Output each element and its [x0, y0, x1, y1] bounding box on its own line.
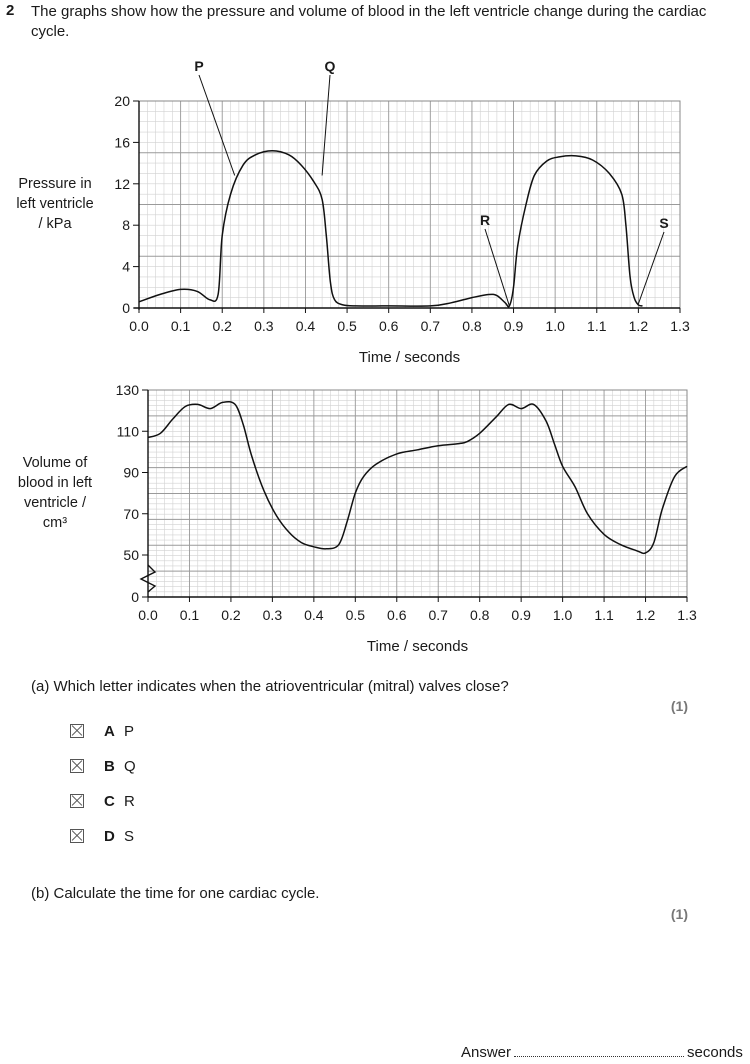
answer-line [461, 1044, 743, 1061]
option-c-checkbox[interactable] [70, 794, 84, 808]
answer-input[interactable] [514, 1044, 684, 1057]
volume-x-tick-label: 0.6 [387, 607, 407, 623]
option-a-checkbox[interactable] [70, 724, 84, 738]
volume-x-tick-label: 0.2 [221, 607, 241, 623]
part-a-text: Which letter indicates when the atrioventricular (mitral) valves close? [53, 678, 509, 695]
pressure-y-tick-label: 16 [114, 134, 130, 151]
volume-x-tick-label: 0.1 [179, 607, 200, 623]
answer-unit: seconds [687, 1044, 743, 1061]
annotation-pointer-s [638, 232, 664, 304]
question-stem: The graphs show how the pressure and volume of blood in the left ventricle change during the cardiac cycle. [31, 3, 707, 40]
option-b[interactable] [70, 756, 136, 776]
pressure-x-tick-label: 0.9 [503, 318, 524, 334]
pressure-y-tick-label: 4 [122, 258, 130, 275]
volume-y-tick-label: 0 [131, 589, 139, 605]
option-d[interactable] [70, 826, 134, 846]
option-d-letter: D [104, 827, 115, 845]
volume-y-tick-label: 90 [123, 464, 139, 481]
volume-x-tick-label: 0.3 [262, 607, 283, 623]
pressure-series-line [139, 151, 643, 307]
pressure-chart [0, 50, 750, 370]
pressure-ylabel-line-2: left ventricle [16, 196, 94, 212]
volume-x-tick-label: 0.8 [469, 607, 490, 623]
answer-label: Answer [461, 1044, 512, 1061]
option-c-letter: C [104, 792, 115, 810]
option-a[interactable] [70, 721, 134, 741]
pressure-y-tick-label: 8 [122, 217, 130, 234]
option-c-text: R [124, 792, 135, 810]
option-d-checkbox[interactable] [70, 829, 84, 843]
option-b-checkbox[interactable] [70, 759, 84, 773]
volume-ylabel-line-2: blood in left [17, 475, 93, 491]
annotation-label-s: S [659, 215, 669, 231]
part-a-marks: (1) [670, 698, 688, 714]
volume-x-axis-label: Time / seconds [366, 638, 469, 655]
volume-x-tick-label: 1.0 [552, 607, 573, 623]
pressure-y-tick-label: 0 [122, 300, 130, 316]
option-b-text: Q [124, 757, 136, 775]
volume-ylabel-line-3: ventricle / [23, 495, 87, 511]
pressure-x-tick-label: 0.5 [337, 318, 357, 334]
part-b-label: (b) [31, 885, 50, 902]
pressure-x-tick-label: 0.0 [129, 318, 149, 334]
option-c[interactable] [70, 791, 135, 811]
pressure-x-tick-label: 1.1 [587, 318, 607, 334]
pressure-x-tick-label: 0.6 [378, 318, 399, 334]
annotation-label-p: P [194, 58, 204, 74]
pressure-ylabel-line-3: / kPa [38, 216, 72, 232]
pressure-x-axis-label: Time / seconds [358, 349, 461, 366]
volume-ylabel-line-4: cm³ [42, 515, 68, 531]
part-a-label: (a) [31, 678, 50, 695]
part-b-text: Calculate the time for one cardiac cycle. [53, 885, 320, 902]
annotation-pointer-p [199, 75, 235, 176]
option-d-text: S [124, 827, 135, 845]
pressure-y-tick-label: 12 [114, 175, 130, 192]
volume-ylabel-line-1: Volume of [22, 455, 88, 471]
annotation-label-r: R [479, 212, 491, 228]
volume-y-tick-label: 70 [123, 505, 139, 522]
volume-x-tick-label: 1.2 [635, 607, 656, 623]
option-a-letter: A [104, 722, 115, 740]
pressure-x-tick-label: 0.8 [462, 318, 482, 334]
pressure-x-tick-label: 0.4 [295, 318, 316, 334]
pressure-x-tick-label: 1.3 [670, 318, 690, 334]
pressure-x-tick-label: 1.0 [545, 318, 565, 334]
question-number: 2 [6, 2, 15, 19]
pressure-ylabel-line-1: Pressure in [18, 176, 92, 192]
part-b-marks: (1) [670, 906, 688, 922]
option-b-letter: B [104, 757, 115, 775]
annotation-label-q: Q [324, 58, 336, 74]
volume-x-tick-label: 0.5 [345, 607, 366, 623]
option-a-text: P [124, 722, 135, 740]
volume-x-tick-label: 0.0 [138, 607, 158, 623]
volume-x-tick-label: 0.7 [428, 607, 448, 623]
volume-y-tick-label: 130 [115, 382, 139, 398]
volume-x-tick-label: 1.1 [594, 607, 614, 623]
annotation-pointer-q [322, 75, 330, 176]
volume-x-tick-label: 0.4 [304, 607, 324, 623]
volume-chart [0, 370, 750, 660]
pressure-y-tick-label: 20 [114, 93, 130, 109]
volume-series-line [148, 402, 687, 554]
pressure-x-tick-label: 0.7 [420, 318, 441, 334]
part-b-question [31, 885, 319, 902]
volume-y-tick-label: 110 [116, 423, 139, 440]
pressure-x-tick-label: 0.3 [254, 318, 274, 334]
volume-x-tick-label: 1.3 [677, 607, 697, 623]
part-a-question [31, 678, 509, 695]
volume-y-tick-label: 50 [123, 547, 139, 563]
pressure-x-tick-label: 1.2 [628, 318, 649, 334]
volume-x-tick-label: 0.9 [511, 607, 531, 623]
pressure-x-tick-label: 0.1 [170, 318, 191, 334]
pressure-x-tick-label: 0.2 [212, 318, 232, 334]
